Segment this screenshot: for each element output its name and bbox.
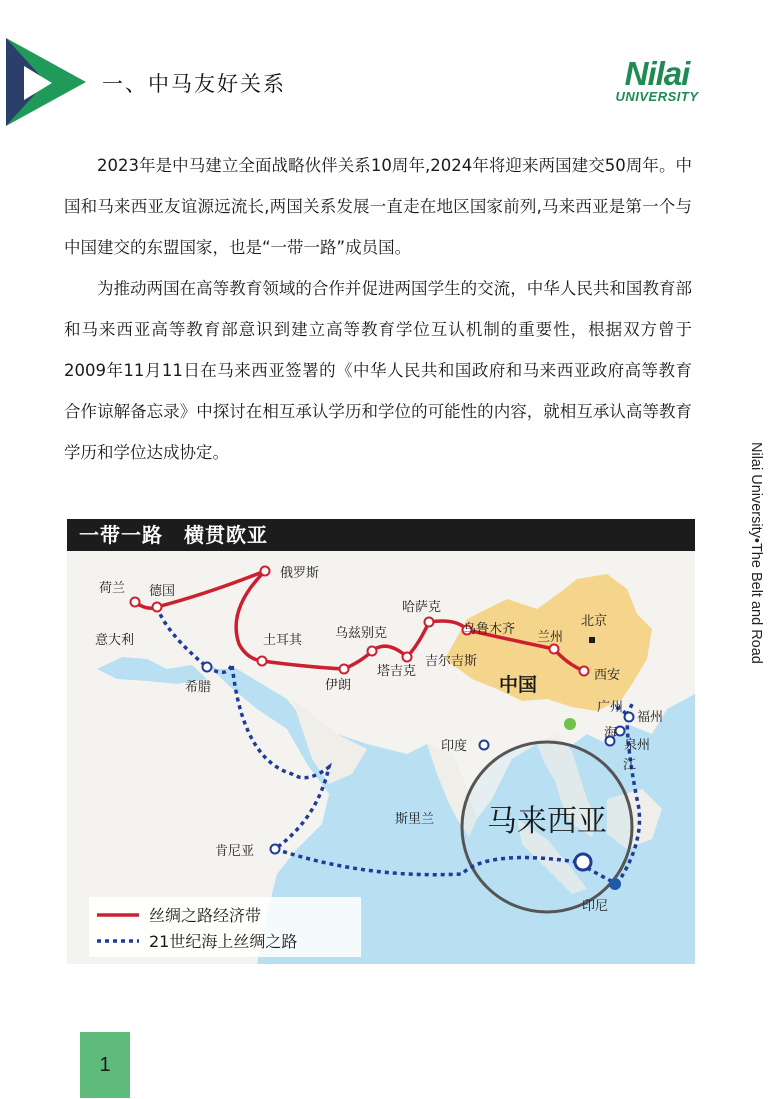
- paragraph-2: 为推动两国在高等教育领域的合作并促进两国学生的交流，中华人民共和国教育部和马来西亚高等教育部意识到建立高等教育学位互认机制的重要性，根据双方曾于2009年11月11日在马来西亚签署的《中华人民共和国政府和马来西亚政府高等教育合作谅解备忘录》中探讨在相互承认学历和学位的可能性的内容，就相互承认高等教育学历和学位达成协定。: [64, 279, 692, 462]
- label-india: 印度: [441, 739, 468, 754]
- node-iran: [340, 665, 349, 674]
- map-legend: [89, 897, 361, 957]
- node-turkey: [258, 657, 267, 666]
- node-germany: [153, 603, 162, 612]
- label-srilanka: 斯里兰: [395, 812, 435, 827]
- beijing-marker: [589, 637, 595, 643]
- map-graphic: [67, 519, 695, 964]
- node-malaysia: [575, 854, 591, 870]
- side-vertical-text: Nilai University•The Belt and Road: [748, 442, 764, 664]
- label-china: 中国: [499, 674, 538, 696]
- node-india: [480, 741, 489, 750]
- label-guangzhou: 广州: [597, 700, 624, 715]
- legend-sea-label: 21世纪海上丝绸之路: [149, 932, 298, 951]
- label-russia: 俄罗斯: [280, 566, 320, 581]
- node-xian: [580, 667, 589, 676]
- map-title: 一带一路 横贯欧亚: [67, 519, 695, 551]
- label-beijing: 北京: [581, 614, 608, 629]
- node-netherlands: [131, 598, 140, 607]
- brand-sub: UNIVERSITY: [615, 89, 699, 104]
- body-text: [64, 145, 692, 473]
- node-russia: [261, 567, 270, 576]
- page-number: 1: [80, 1032, 130, 1098]
- section-title: 一、中马友好关系: [102, 72, 286, 96]
- label-xian: 西安: [594, 668, 621, 683]
- label-italy: 意大利: [95, 633, 135, 648]
- label-haikou: 海: [604, 726, 618, 741]
- label-lanzhou: 兰州: [537, 630, 564, 645]
- label-quanzhou: 泉州: [624, 738, 651, 753]
- label-turkey: 土耳其: [263, 633, 303, 648]
- paragraph-1: 2023年是中马建立全面战略伙伴关系10周年,2024年将迎来两国建交50周年。中国和马来西亚友谊源远流长,两国关系发展一直走在地区国家前列,马来西亚是第一个与中国建交的东盟国家，也是“一带一路”成员国。: [64, 156, 692, 257]
- belt-and-road-map: [67, 519, 695, 964]
- label-indonesia: 印尼: [582, 899, 609, 914]
- label-kenya: 肯尼亚: [215, 844, 255, 859]
- label-germany: 德国: [149, 584, 176, 599]
- label-zhanjiang: 江: [623, 758, 637, 773]
- brand-name: Nilai: [624, 55, 690, 92]
- label-uzbekistan: 乌兹别克: [335, 626, 388, 641]
- label-iran: 伊朗: [325, 678, 352, 693]
- node-kazakhstan: [425, 618, 434, 627]
- legend-land-label: 丝绸之路经济带: [149, 906, 262, 925]
- node-greece: [203, 663, 212, 672]
- nilai-university-logo: [606, 55, 708, 104]
- label-greece: 希腊: [185, 680, 212, 695]
- node-fuzhou: [625, 713, 634, 722]
- node-haikou: [564, 718, 576, 730]
- label-tajikistan: 塔吉克: [377, 664, 417, 679]
- label-urumqi: 乌鲁木齐: [463, 622, 516, 637]
- label-malaysia: 马来西亚: [487, 804, 607, 839]
- node-lanzhou: [550, 645, 559, 654]
- node-kenya: [271, 845, 280, 854]
- label-kazakhstan: 哈萨克: [402, 600, 442, 615]
- label-fuzhou: 福州: [637, 710, 664, 725]
- node-indonesia: [609, 878, 621, 890]
- chapter-triangle-icon: [6, 38, 92, 128]
- label-netherlands: 荷兰: [99, 581, 126, 596]
- node-uzbekistan: [368, 647, 377, 656]
- label-kyrgyzstan: 吉尔吉斯: [425, 654, 478, 669]
- node-tajikistan: [403, 653, 412, 662]
